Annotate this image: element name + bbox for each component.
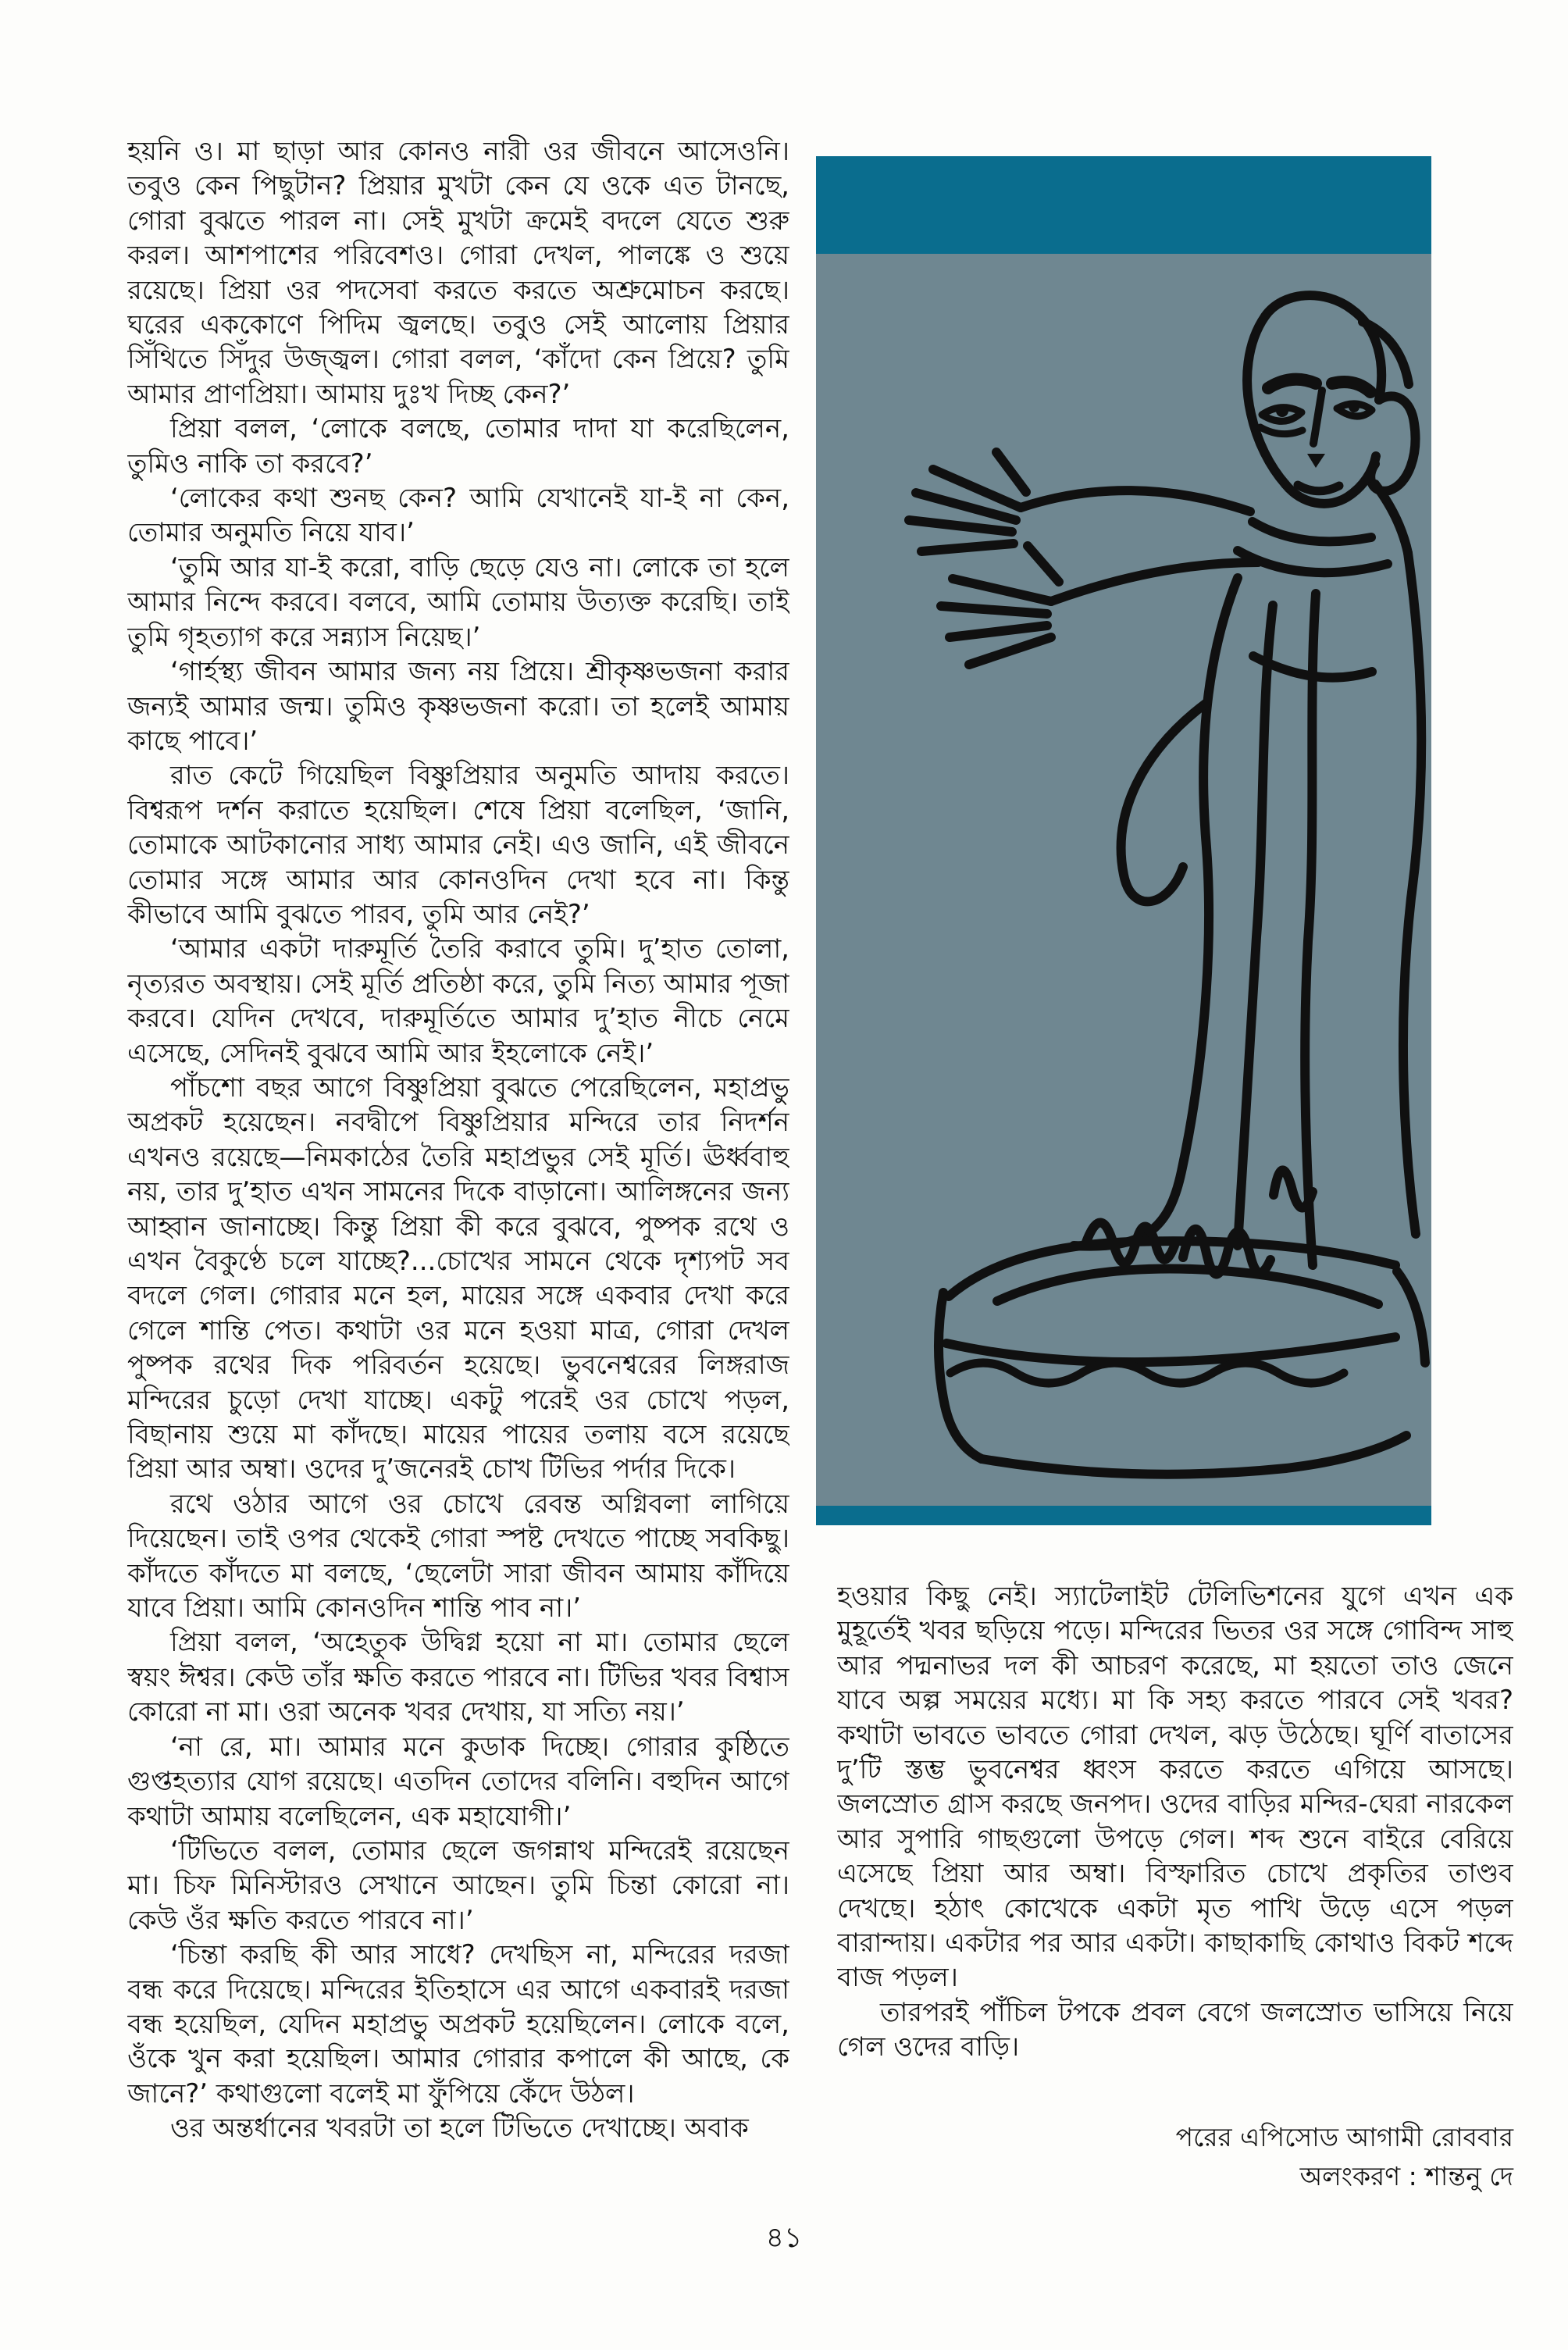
page-number: ৪১ <box>765 2222 803 2254</box>
story-paragraph: ‘টিভিতে বলল, তোমার ছেলে জগন্নাথ মন্দিরেই রয়েছেন মা। চিফ মিনিস্টারও সেখানে আছেন। তুমি চিন্তা কোরো না। কেউ ওঁর ক্ষতি করতে পারবে না।’ <box>127 1835 789 1936</box>
story-paragraph: রথে ওঠার আগে ওর চোখে রেবন্ত অগ্নিবলা লাগিয়ে দিয়েছেন। তাই ওপর থেকেই গোরা স্পষ্ট দেখতে পাচ্ছে সবকিছু। কাঁদতে কাঁদতে মা বলছে, ‘ছেলেটা সারা জীবন আমায় কাঁদিয়ে যাবে প্রিয়া। আমি কোনওদিন শান্তি পাব না।’ <box>127 1488 789 1624</box>
footer-credits <box>837 2118 1513 2196</box>
story-paragraph: প্রিয়া বলল, ‘লোকে বলছে, তোমার দাদা যা করেছিলেন, তুমিও নাকি তা করবে?’ <box>127 413 789 480</box>
mahaprabhu-illustration <box>816 156 1431 1525</box>
story-paragraph: পাঁচশো বছর আগে বিষ্ণুপ্রিয়া বুঝতে পেরেছিলেন, মহাপ্রভু অপ্রকট হয়েছেন। নবদ্বীপে বিষ্ণুপ্রিয়ার মন্দিরে তার নিদর্শন এখনও রয়েছে—নিমকাঠের তৈরি মহাপ্রভুর সেই মূর্তি। ঊর্ধ্ববাহু নয়, তার দু’হাত এখন সামনের দিকে বাড়ানো। আলিঙ্গনের জন্য আহ্বান জানাচ্ছে। কিন্তু প্রিয়া কী করে বুঝবে, পুষ্পক রথে ও এখন বৈকুণ্ঠে চলে যাচ্ছে?...চোখের সামনে থেকে দৃশ্যপট সব বদলে গেল। গোরার মনে হল, মায়ের সঙ্গে একবার দেখা করে গেলে শান্তি পেত। কথাটা ওর মনে হওয়া মাত্র, গোরা দেখল পুষ্পক রথের দিক পরিবর্তন হয়েছে। ভুবনেশ্বরের লিঙ্গরাজ মন্দিরের চুড়ো দেখা যাচ্ছে। একটু পরেই ওর চোখে পড়ল, বিছানায় শুয়ে মা কাঁদছে। মায়ের পায়ের তলায় বসে রয়েছে প্রিয়া আর অম্বা। ওদের দু’জনেরই চোখ টিভির পর্দার দিকে। <box>127 1072 789 1485</box>
left-text-column <box>127 134 789 2181</box>
story-paragraph: ‘গার্হস্থ্য জীবন আমার জন্য নয় প্রিয়ে। শ্রীকৃষ্ণভজনা করার জন্যই আমার জন্ম। তুমিও কৃষ্ণভজনা করো। তা হলেই আমায় কাছে পাবে।’ <box>127 656 789 757</box>
story-paragraph: হওয়ার কিছু নেই। স্যাটেলাইট টেলিভিশনের যুগে এখন এক মুহূর্তেই খবর ছড়িয়ে পড়ে। মন্দিরের ভিতর ওর সঙ্গে গোবিন্দ সাহু আর পদ্মনাভর দল কী আচরণ করেছে, মা হয়তো তাও জেনে যাবে অল্প সময়ের মধ্যে। মা কি সহ্য করতে পারবে সেই খবর? কথাটা ভাবতে ভাবতে গোরা দেখল, ঝড় উঠেছে। ঘূর্ণি বাতাসের দু’টি স্তম্ভ ভুবনেশ্বর ধ্বংস করতে করতে এগিয়ে আসছে। জলস্রোত গ্রাস করছে জনপদ। ওদের বাড়ির মন্দির-ঘেরা নারকেল আর সুপারি গাছগুলো উপড়ে গেল। শব্দ শুনে বাইরে বেরিয়ে এসেছে প্রিয়া আর অম্বা। বিস্ফারিত চোখে প্রকৃতির তাণ্ডব দেখছে। হঠাৎ কোখেকে একটা মৃত পাখি উড়ে এসে পড়ল বারান্দায়। একটার পর আর একটা। কাছাকাছি কোথাও বিকট শব্দে বাজ পড়ল। <box>837 1581 1513 1994</box>
story-paragraph: ‘আমার একটা দারুমূর্তি তৈরি করাবে তুমি। দু’হাত তোলা, নৃত্যরত অবস্থায়। সেই মূর্তি প্রতিষ্ঠা করে, তুমি নিত্য আমার পূজা করবে। যেদিন দেখবে, দারুমূর্তিতে আমার দু’হাত নীচে নেমে এসেছে, সেদিনই বুঝবে আমি আর ইহলোকে নেই।’ <box>127 933 789 1069</box>
illustration-top-band <box>816 156 1431 254</box>
story-paragraph: রাত কেটে গিয়েছিল বিষ্ণুপ্রিয়ার অনুমতি আদায় করতে। বিশ্বরূপ দর্শন করাতে হয়েছিল। শেষে প্রিয়া বলেছিল, ‘জানি, তোমাকে আটকানোর সাধ্য আমার নেই। এও জানি, এই জীবনে তোমার সঙ্গে আমার আর কোনওদিন দেখা হবে না। কিন্তু কীভাবে আমি বুঝতে পারব, তুমি আর নেই?’ <box>127 760 789 930</box>
next-episode-note: পরের এপিসোড আগামী রোববার <box>1175 2122 1513 2152</box>
story-paragraph: হয়নি ও। মা ছাড়া আর কোনও নারী ওর জীবনে আসেওনি। তবুও কেন পিছুটান? প্রিয়ার মুখটা কেন যে ওকে এত টানছে, গোরা বুঝতে পারল না। সেই মুখটা ক্রমেই বদলে যেতে শুরু করল। আশপাশের পরিবেশও। গোরা দেখল, পালঙ্কে ও শুয়ে রয়েছে। প্রিয়া ওর পদসেবা করতে করতে অশ্রুমোচন করছে। ঘরের এককোণে পিদিম জ্বলছে। তবুও সেই আলোয় প্রিয়ার সিঁথিতে সিঁদুর উজ্জ্বল। গোরা বলল, ‘কাঁদো কেন প্রিয়ে? তুমি আমার প্রাণপ্রিয়া। আমায় দুঃখ দিচ্ছ কেন?’ <box>127 136 789 410</box>
right-text-column <box>837 1579 1513 2087</box>
mahaprabhu-illustration-svg <box>816 156 1431 1525</box>
story-paragraph: ‘না রে, মা। আমার মনে কুডাক দিচ্ছে। গোরার কুষ্ঠিতে গুপ্তহত্যার যোগ রয়েছে। এতদিন তোদের বলিনি। বহুদিন আগে কথাটা আমায় বলেছিলেন, এক মহাযোগী।’ <box>127 1731 789 1832</box>
story-paragraph: ‘তুমি আর যা-ই করো, বাড়ি ছেড়ে যেও না। লোকে তা হলে আমার নিন্দে করবে। বলবে, আমি তোমায় উত্যক্ত করেছি। তাই তুমি গৃহত্যাগ করে সন্ন্যাস নিয়েছ।’ <box>127 551 789 653</box>
story-paragraph: ‘চিন্তা করছি কী আর সাধে? দেখছিস না, মন্দিরের দরজা বন্ধ করে দিয়েছে। মন্দিরের ইতিহাসে এর আগে একবারই দরজা বন্ধ হয়েছিল, যেদিন মহাপ্রভু অপ্রকট হয়েছিলেন। লোকে বলে, ওঁকে খুন করা হয়েছিল। আমার গোরার কপালে কী আছে, কে জানে?’ কথাগুলো বলেই মা ফুঁপিয়ে কেঁদে উঠল। <box>127 1939 789 2109</box>
story-paragraph: প্রিয়া বলল, ‘অহেতুক উদ্বিগ্ন হয়ো না মা। তোমার ছেলে স্বয়ং ঈশ্বর। কেউ তাঁর ক্ষতি করতে পারবে না। টিভির খবর বিশ্বাস কোরো না মা। ওরা অনেক খবর দেখায়, যা সত্যি নয়।’ <box>127 1627 789 1728</box>
story-paragraph: তারপরই পাঁচিল টপকে প্রবল বেগে জলস্রোত ভাসিয়ে নিয়ে গেল ওদের বাড়ি। <box>837 1996 1513 2063</box>
story-paragraph: ওর অন্তর্ধানের খবরটা তা হলে টিভিতে দেখাচ্ছে। অবাক <box>170 2113 749 2145</box>
illustration-credit: অলংকরণ : শান্তনু দে <box>1299 2161 1513 2191</box>
illustration-bottom-band <box>816 1506 1431 1525</box>
story-paragraph: ‘লোকের কথা শুনছ কেন? আমি যেখানেই যা-ই না কেন, তোমার অনুমতি নিয়ে যাব।’ <box>127 483 789 549</box>
